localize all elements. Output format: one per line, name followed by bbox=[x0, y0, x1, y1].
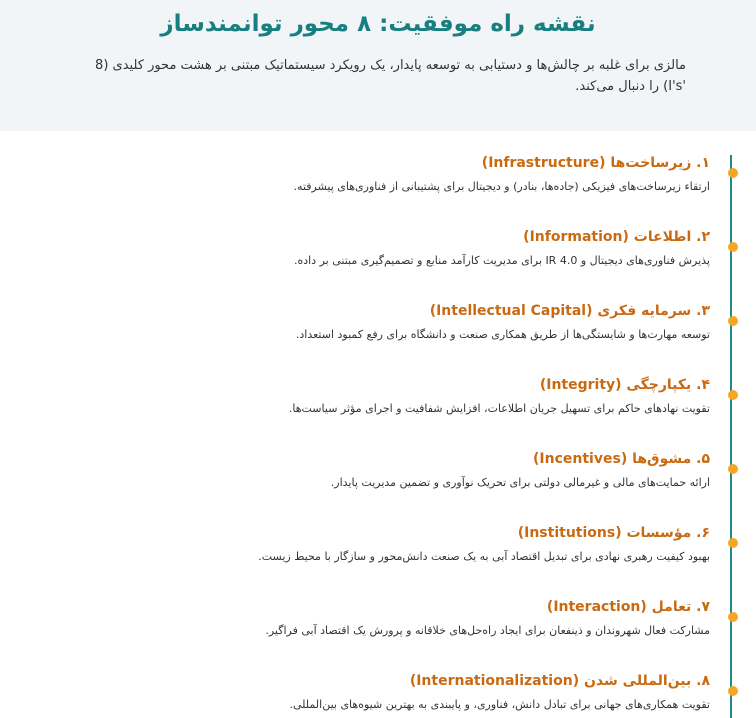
timeline-dot-icon bbox=[728, 464, 738, 474]
timeline bbox=[0, 131, 756, 718]
item-description: تقویت نهادهای حاکم برای تسهیل جریان اطلاعات، افزایش شفافیت و اجرای مؤثر سیاست‌ها. bbox=[288, 402, 710, 415]
item-title: ۸. بین‌المللی شدن (Internationalization) bbox=[409, 673, 710, 689]
item-description: مشارکت فعال شهروندان و ذینفعان برای ایجاد راه‌حل‌های خلاقانه و پرورش یک اقتصاد آبی فراگیر. bbox=[265, 624, 710, 637]
timeline-dot-icon bbox=[728, 168, 738, 178]
item-title: ۴. یکپارچگی (Integrity) bbox=[539, 377, 710, 393]
timeline-item-integrity bbox=[10, 374, 710, 418]
item-description: ارائه حمایت‌های مالی و غیرمالی دولتی برای تحریک نوآوری و تضمین مدیریت پایدار. bbox=[330, 476, 710, 489]
item-title: ۳. سرمایه فکری (Intellectual Capital) bbox=[429, 303, 710, 319]
item-description: پذیرش فناوری‌های دیجیتال و IR 4.0 برای مدیریت کارآمد منابع و تصمیم‌گیری مبتنی بر داده. bbox=[294, 254, 710, 267]
timeline-dot-icon bbox=[728, 686, 738, 696]
item-title: ۵. مشوق‌ها (Incentives) bbox=[533, 451, 710, 467]
timeline-item-intellectual-capital bbox=[10, 300, 710, 344]
item-title: ۷. تعامل (Interaction) bbox=[546, 599, 710, 615]
timeline-item-information bbox=[10, 226, 710, 270]
item-description: ارتقاء زیرساخت‌های فیزیکی (جاده‌ها، بنادر) و دیجیتال برای پشتیبانی از فناوری‌های پیشرفته. bbox=[293, 180, 710, 193]
item-description: توسعه مهارت‌ها و شایستگی‌ها از طریق همکاری صنعت و دانشگاه برای رفع کمبود استعداد. bbox=[295, 328, 710, 341]
timeline-item-incentives bbox=[10, 448, 710, 492]
header bbox=[0, 0, 756, 131]
item-title: ۶. مؤسسات (Institutions) bbox=[517, 525, 710, 541]
timeline-dot-icon bbox=[728, 242, 738, 252]
timeline-item-institutions bbox=[10, 522, 710, 566]
timeline-dot-icon bbox=[728, 390, 738, 400]
intro-text: مالزی برای غلبه بر چالش‌ها و دستیابی به توسعه پایدار، یک رویکرد سیستماتیک مبتنی بر هشت محور کلیدی (8 'I's) را دنبال می‌کند. bbox=[95, 58, 686, 94]
item-title: ۲. اطلاعات (Information) bbox=[523, 229, 710, 245]
timeline-item-internationalization bbox=[10, 670, 710, 714]
timeline-dot-icon bbox=[728, 538, 738, 548]
timeline-item-interaction bbox=[10, 596, 710, 640]
timeline-line bbox=[730, 155, 732, 718]
item-description: تقویت همکاری‌های جهانی برای تبادل دانش، فناوری، و پایبندی به بهترین شیوه‌های بین‌المللی. bbox=[289, 698, 710, 711]
timeline-item-infrastructure bbox=[10, 152, 710, 196]
timeline-dot-icon bbox=[728, 316, 738, 326]
timeline-dot-icon bbox=[728, 612, 738, 622]
item-description: بهبود کیفیت رهبری نهادی برای تبدیل اقتصاد آبی به یک صنعت دانش‌محور و سازگار با محیط زیست. bbox=[258, 550, 710, 563]
item-title: ۱. زیرساخت‌ها (Infrastructure) bbox=[481, 155, 710, 171]
page-title: نقشه راه موفقیت: ۸ محور توانمندساز bbox=[160, 11, 596, 37]
